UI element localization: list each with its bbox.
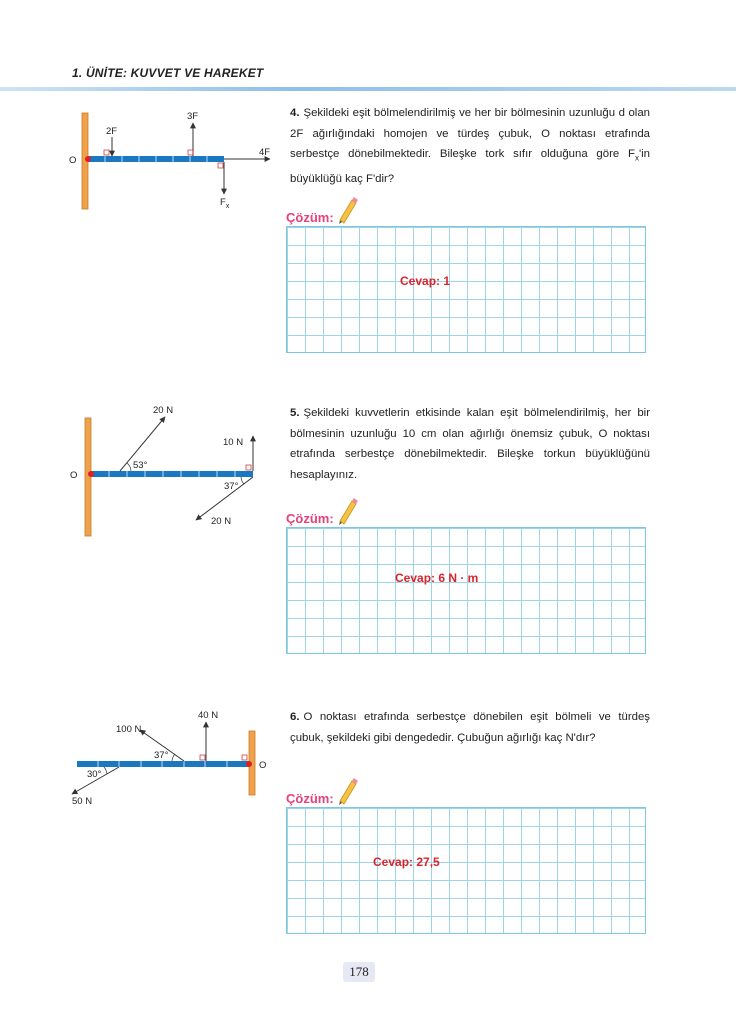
pivot-label: O — [259, 760, 267, 771]
question-6-text: 6. O noktası etrafında serbestçe dönebilen eşit bölmeli ve türdeş çubuk, şekildeki gibi dengededir. Çubuğun ağırlığı kaç N'dır? — [290, 711, 650, 744]
pencil-icon — [337, 196, 359, 224]
pencil-icon — [337, 497, 359, 525]
answer-6: Cevap: 27,5 — [373, 855, 440, 869]
label-10n: 10 N — [223, 437, 244, 448]
label-30: 30° — [87, 769, 102, 780]
label-40n: 40 N — [198, 710, 219, 721]
label-100n: 100 N — [116, 724, 142, 735]
answer-grid-4[interactable] — [286, 226, 646, 353]
label-50n: 50 N — [72, 796, 93, 807]
cozum-label-5: Çözüm: — [286, 511, 334, 526]
label-fx: $F_x$ — [220, 197, 230, 210]
answer-5: Cevap: 6 N · m — [395, 571, 479, 585]
header-divider — [0, 87, 736, 91]
pivot-label: O — [69, 155, 77, 166]
label-37: 37° — [154, 750, 169, 761]
label-20n-down: 20 N — [211, 516, 232, 527]
unit-header-title: 1. ÜNİTE: KUVVET VE HAREKET — [72, 66, 264, 80]
pivot-point — [85, 156, 91, 162]
question-4-number: 4. — [290, 107, 300, 119]
label-3f: 3F — [187, 111, 199, 122]
cozum-label-4: Çözüm: — [286, 210, 334, 225]
pivot-point — [88, 471, 94, 477]
label-2f: 2F — [106, 126, 118, 137]
cozum-label-6: Çözüm: — [286, 791, 334, 806]
label-53: 53° — [133, 460, 148, 471]
question-5-number: 5. — [290, 407, 300, 419]
rod — [91, 471, 253, 477]
question-6-number: 6. — [290, 711, 300, 723]
answer-grid-5[interactable] — [286, 527, 646, 654]
figure-question-6 — [60, 705, 285, 815]
rod — [77, 761, 249, 767]
wall — [85, 418, 91, 536]
page-number: 178 — [343, 962, 375, 982]
question-5-text: 5. Şekildeki kuvvetlerin etkisinde kalan eşit bölmelendirilmiş, her bir bölmesinin uzunluğu 10 cm olan ağırlığı önemsiz çubuk, O noktası etrafında serbestçe dönebilmektedir. Bileşke torkun büyüklüğünü hesaplayınız. — [290, 407, 650, 481]
pivot-label: O — [70, 470, 78, 481]
label-4f: 4F — [259, 147, 271, 158]
answer-grid-6[interactable] — [286, 807, 646, 934]
question-4-text: 4. Şekildeki eşit bölmelendirilmiş ve her bir bölmesinin uzunluğu d olan 2F ağırlığındaki homojen ve türdeş çubuk, O noktası etrafında serbestçe dönebilmektedir. Bileşke tork sıfır olduğuna göre $F_x'in$ büyüklüğü kaç F'dir? — [290, 107, 650, 185]
label-37: 37° — [224, 481, 239, 492]
pencil-icon — [337, 777, 359, 805]
figure-question-4 — [60, 105, 285, 225]
answer-4: Cevap: 1 — [400, 274, 451, 288]
pivot-point — [246, 761, 252, 767]
label-20n-up: 20 N — [153, 405, 174, 416]
figure-question-5 — [65, 400, 280, 540]
